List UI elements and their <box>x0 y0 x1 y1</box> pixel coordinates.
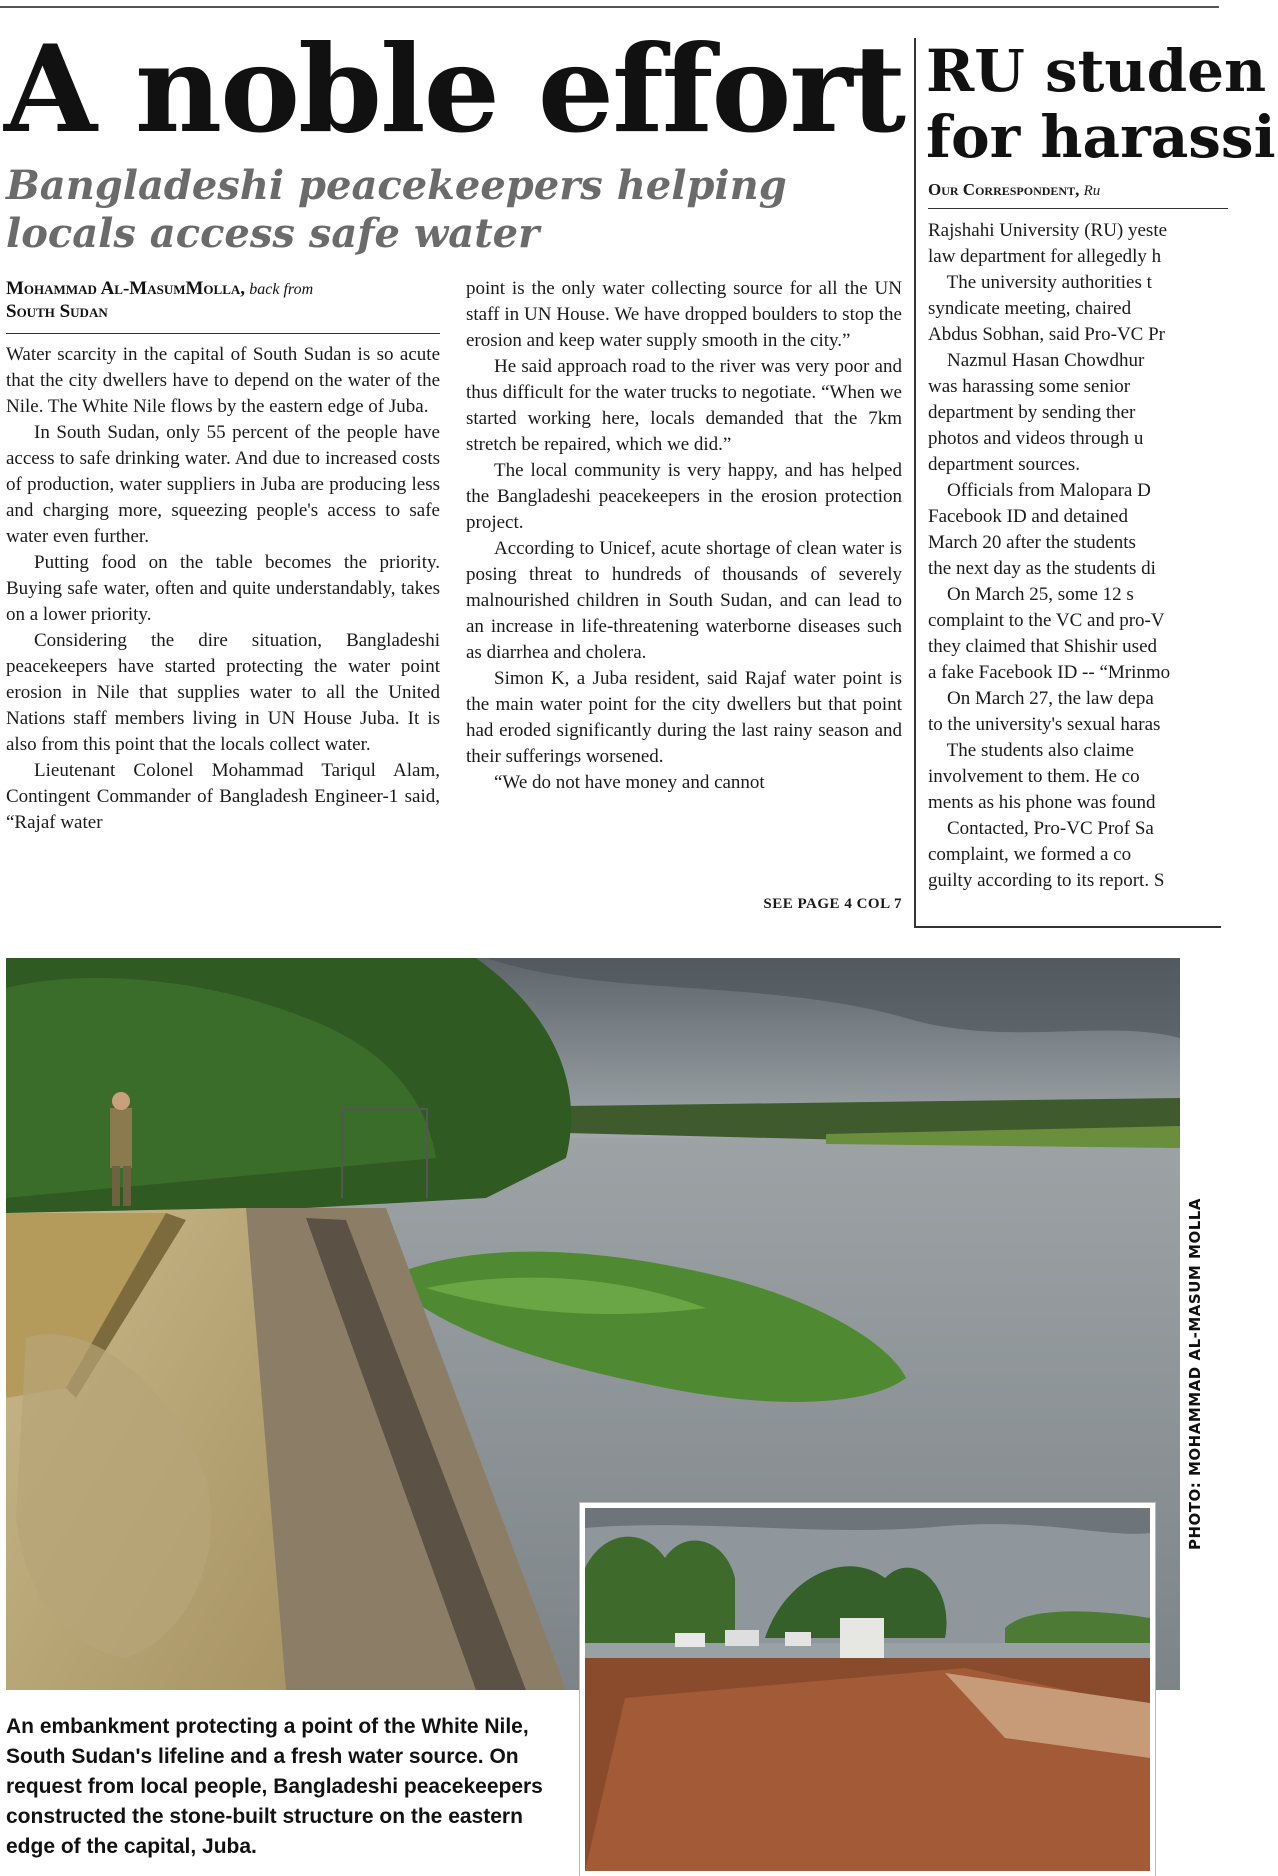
photo-credit: PHOTO: MOHAMMAD AL-MASUM MOLLA <box>1186 1198 1204 1550</box>
side-story-line: was harassing some senior <box>928 376 1131 397</box>
side-story-line: involvement to them. He co <box>928 766 1140 787</box>
paragraph: Simon K, a Juba resident, said Rajaf water point is the main water point for the city dwellers but that point had eroded significantly during the last rainy season and their sufferings worsened. <box>466 668 902 767</box>
byline-from: back from <box>249 281 314 298</box>
inset-photo <box>580 1503 1155 1876</box>
side-story-line: syndicate meeting, chaired <box>928 298 1132 319</box>
paragraph: Lieutenant Colonel Mohammad Tariqul Alam, Contingent Commander of Bangladesh Engineer-1 said, “Rajaf water <box>6 760 440 833</box>
side-story <box>914 37 1276 928</box>
side-story-line: they claimed that Shishir used <box>928 636 1158 657</box>
side-story-text <box>928 218 1278 894</box>
top-rule <box>0 6 1219 8</box>
side-byline-divider <box>928 208 1228 209</box>
byline-location: South Sudan <box>6 301 108 322</box>
article-column-1 <box>6 342 440 836</box>
article-column-2 <box>466 276 902 796</box>
side-story-line: Nazmul Hasan Chowdhur <box>928 350 1145 371</box>
side-story-line: guilty according to its report. S <box>928 870 1165 891</box>
byline-divider <box>6 333 440 334</box>
road-works-image <box>585 1508 1150 1871</box>
side-story-line: Rajshahi University (RU) yeste <box>928 220 1168 241</box>
side-story-line: Facebook ID and detained <box>928 506 1128 527</box>
main-headline: A noble effort <box>4 19 905 160</box>
paragraph: point is the only water collecting source for all the UN staff in UN House. We have dropped boulders to stop the erosion and keep water supply smooth in the city.” <box>466 278 902 351</box>
side-story-line: to the university's sexual haras <box>928 714 1161 735</box>
side-headline <box>926 38 1276 170</box>
paragraph: He said approach road to the river was very poor and thus difficult for the water trucks to negotiate. “When we started working here, locals demanded that the 7km stretch be repaired, which we did.” <box>466 356 902 455</box>
side-story-line: department sources. <box>928 454 1080 475</box>
paragraph: Considering the dire situation, Bangladeshi peacekeepers have started protecting the water point erosion in Nile that supplies water to all the United Nations staff members living in UN House Juba. It is also from this point that the locals collect water. <box>6 630 440 755</box>
side-story-line: ments as his phone was found <box>928 792 1156 813</box>
main-byline <box>6 278 436 323</box>
side-story-line: photos and videos through u <box>928 428 1144 449</box>
continued-jump-line[interactable]: SEE PAGE 4 COL 7 <box>763 896 902 912</box>
side-story-line: Abdus Sobhan, said Pro-VC Pr <box>928 324 1165 345</box>
side-story-line: On March 27, the law depa <box>928 688 1154 709</box>
side-story-line: The university authorities t <box>928 272 1152 293</box>
side-story-line: The students also claime <box>928 740 1134 761</box>
side-byline-location: Ru <box>1083 183 1101 199</box>
paragraph: According to Unicef, acute shortage of clean water is posing threat to hundreds of thousands of severely malnourished children in South Sudan, and can lead to an increase in life-threatening waterborne diseases such as diarrhea and cholera. <box>466 538 902 663</box>
side-byline-name: Our Correspondent, <box>928 180 1080 199</box>
paragraph: “We do not have money and cannot <box>494 772 765 793</box>
side-story-line: complaint to the VC and pro-V <box>928 610 1165 631</box>
side-story-line: law department for allegedly h <box>928 246 1162 267</box>
side-story-line: On March 25, some 12 s <box>928 584 1134 605</box>
side-story-line: complaint, we formed a co <box>928 844 1132 865</box>
paragraph: Putting food on the table becomes the priority. Buying safe water, often and quite understandably, takes on a lower priority. <box>6 552 440 625</box>
byline-name: Mohammad Al-MasumMolla, <box>6 278 246 299</box>
side-story-line: March 20 after the students <box>928 532 1136 553</box>
paragraph: The local community is very happy, and has helped the Bangladeshi peacekeepers in the erosion protection project. <box>466 460 902 533</box>
paragraph: In South Sudan, only 55 percent of the people have access to safe drinking water. And due to increased costs of production, water suppliers in Juba are producing less and charging more, squeezing people's access to safe water even further. <box>6 422 440 547</box>
side-headline-line-1: RU studen <box>926 37 1267 105</box>
side-story-line: Officials from Malopara D <box>928 480 1151 501</box>
side-headline-line-2: for harassi <box>926 103 1276 171</box>
paragraph: Water scarcity in the capital of South Sudan is so acute that the city dwellers have to depend on the water of the Nile. The White Nile flows by the eastern edge of Juba. <box>6 344 440 417</box>
side-story-line: Contacted, Pro-VC Prof Sa <box>928 818 1154 839</box>
side-story-line: a fake Facebook ID -- “Mrinmo <box>928 662 1171 683</box>
side-byline <box>928 180 1100 200</box>
main-subheadline: Bangladeshi peacekeepers helping locals access safe water <box>6 162 787 257</box>
photo-caption: An embankment protecting a point of the White Nile, South Sudan's lifeline and a fresh water source. On request from local people, Bangladeshi peacekeepers constructed the stone-built structure on the eastern edge of the capital, Juba. <box>6 1715 543 1858</box>
side-story-line: the next day as the students di <box>928 558 1156 579</box>
side-story-line: department by sending ther <box>928 402 1136 423</box>
